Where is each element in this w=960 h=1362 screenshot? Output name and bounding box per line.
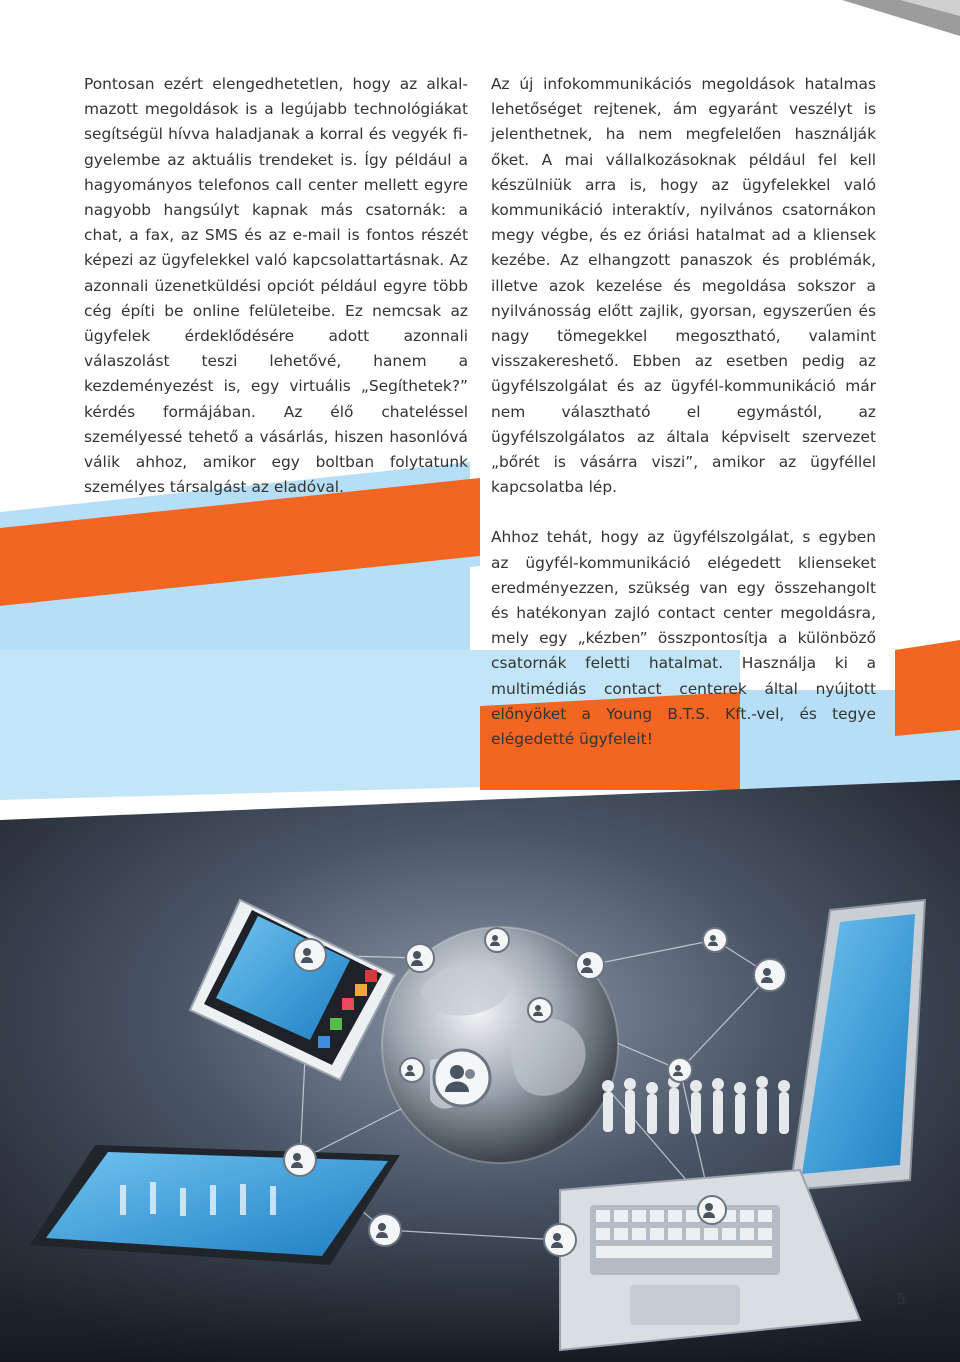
social-network-icon	[406, 944, 434, 972]
social-network-icon	[754, 959, 786, 991]
social-network-icon	[698, 1196, 726, 1224]
social-network-icon	[703, 928, 727, 952]
people-silhouettes	[602, 1076, 790, 1134]
left-paragraph: Pontosan ezért elengedhetetlen, hogy az alkalmazott megoldások is a legújabb technológiákat segítségül hívva haladjanak a korral és vegyék figyelembe az aktuális trendeket is. Így például a hagyományos telefonos call center mellett egyre nagyobb hangsúlyt kapnak más csatornák: a chat, a fax, az SMS és az e-mail is fontos részét képezi az ügyfelekkel való kapcsolattartásnak. Az azonnali üzenetküldési opciót például egyre több cég építi be online felületeibe. Ez nemcsak az ügyfelek érdeklődésére adott azonnali válaszolást teszi lehetővé, hanem a kezdeményezést is, egy virtuális „Segíthetek?” kérdés formájában. Az élő chateléssel személyessé tehető a vásárlás, hiszen hasonlóvá válik ahhoz, amikor egy boltban folytatunk személyes társalgást az eladóval.	[84, 75, 468, 497]
page-number: 5	[896, 1290, 906, 1308]
left-text-column	[84, 72, 468, 500]
social-network-icon	[485, 928, 509, 952]
orange-band-right	[895, 640, 960, 736]
social-network-icon	[544, 1224, 576, 1256]
social-network-icon	[528, 998, 552, 1022]
social-network-icon	[294, 939, 326, 971]
right-text-column	[491, 72, 876, 752]
right-paragraph-2: Ahhoz tehát, hogy az ügyfélszolgálat, s egyben az ügyfél-kommunikáció elégedett klienseket eredményezzen, szükség van egy összehangolt és hatékonyan zajló contact center megoldásra, mely egy „kézben” összpontosítja a különböző csatornák feletti hatalmat. Használja ki a multimédiás contact centerek által nyújtott előnyöket a Young B.T.S. Kft.-vel, és tegye elégedetté ügyfeleit!	[491, 528, 876, 749]
right-paragraph-1: Az új infokommunikációs megoldások hatalmas lehetőséget rejtenek, ám egyaránt veszélyt is jelenthetnek, ha nem megfelelően használják őket. A mai vállalkozásoknak például fel kell készülniük arra is, hogy az ügyfelekkel való kommunikáció interaktív, nyilvános csatornákon megy végbe, és ez óriási hatalmat ad a kliensek kezébe. Az elhangzott panaszok és problémák, illetve azok kezelése és megoldása sokszor a nyilvánosság előtt zajlik, gyorsan, egyszerűen és nagy tömegekkel megosztható, valamint visszakereshető. Ebben az esetben pedig az ügyfélszolgálat és az ügyfél-kommunikáció már nem választható el egymástól, az ügyfélszolgálatos az általa képviselt szervezet „bőrét is vásárra viszi”, amikor az ügyféllel kapcsolatba lép.	[491, 75, 876, 497]
social-network-icon	[576, 951, 604, 979]
social-network-icon	[434, 1050, 490, 1106]
social-network-icon	[400, 1058, 424, 1082]
network-illustration	[0, 760, 960, 1362]
social-network-icon	[369, 1214, 401, 1246]
social-network-icon	[284, 1144, 316, 1176]
social-network-icon	[668, 1058, 692, 1082]
